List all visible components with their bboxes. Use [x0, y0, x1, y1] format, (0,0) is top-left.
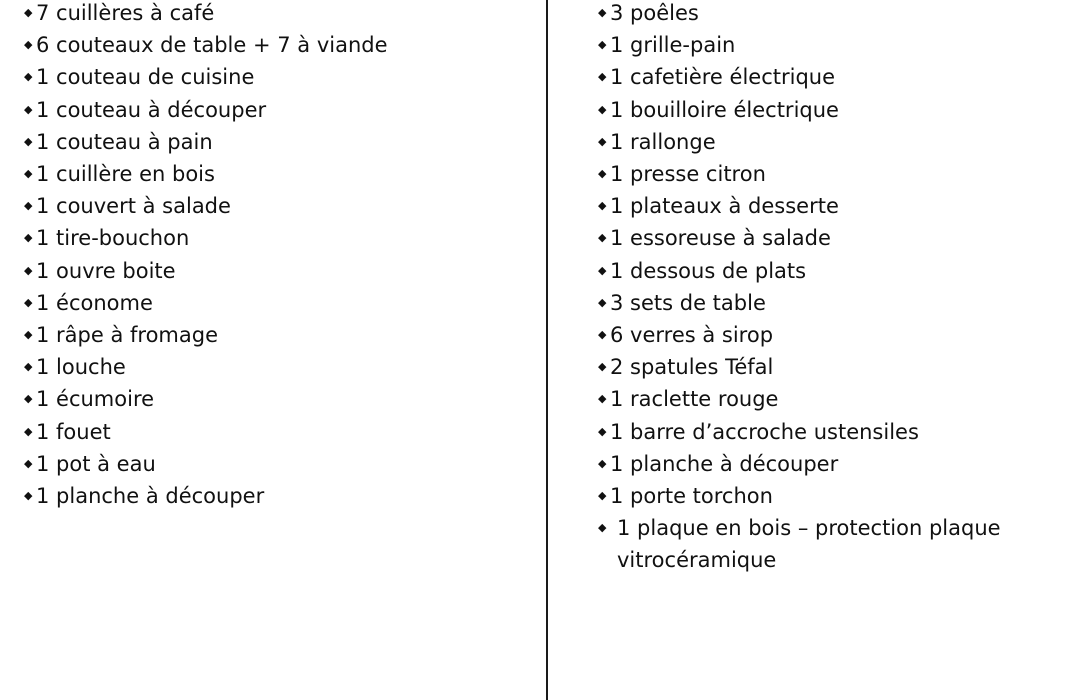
item-text: 2 spatules Téfal: [610, 355, 774, 380]
list-item: [598, 61, 1058, 93]
item-text: 1 couteau à pain: [36, 129, 213, 154]
list-item: [598, 512, 1018, 576]
item-text: 1 bouilloire électrique: [610, 97, 839, 122]
item-text: 1 grille-pain: [610, 33, 736, 58]
item-text: 3 poêles: [610, 1, 699, 25]
item-text: 1 plateaux à desserte: [610, 194, 839, 219]
list-item: [598, 94, 1058, 126]
list-item: [598, 158, 1058, 190]
list-item: [24, 190, 524, 222]
bullet-icon: ◆: [598, 70, 607, 84]
list-item: [24, 61, 524, 93]
bullet-icon: ◆: [24, 231, 33, 245]
bullet-icon: ◆: [598, 392, 607, 406]
bullet-icon: ◆: [24, 70, 33, 84]
bullet-icon: ◆: [24, 199, 33, 213]
list-item: [598, 255, 1058, 287]
item-text: 1 planche à découper: [610, 451, 839, 476]
bullet-icon: ◆: [598, 360, 607, 374]
list-item: [24, 126, 524, 158]
bullet-icon: ◆: [598, 231, 607, 245]
item-text: 1 écumoire: [36, 387, 155, 412]
item-text: 1 fouet: [36, 419, 111, 444]
item-text: 1 planche à découper: [36, 484, 265, 509]
item-text: 1 cuillère en bois: [36, 162, 215, 187]
list-item: [598, 383, 1058, 415]
list-item: [598, 448, 1058, 480]
bullet-icon: ◆: [24, 424, 33, 438]
bullet-icon: ◆: [598, 134, 607, 148]
item-text: 1 couvert à salade: [36, 194, 231, 219]
list-item: [598, 29, 1058, 61]
item-text: 1 porte torchon: [610, 484, 773, 509]
item-text: 6 couteaux de table + 7 à viande: [36, 33, 388, 58]
item-text: 1 râpe à fromage: [36, 323, 218, 348]
bullet-icon: ◆: [598, 489, 607, 503]
right-inventory-list: [598, 0, 1058, 577]
list-item: [598, 222, 1058, 254]
bullet-icon: ◆: [24, 360, 33, 374]
item-text: 1 barre d’accroche ustensiles: [610, 419, 919, 444]
list-item: [598, 351, 1058, 383]
item-text: 1 cafetière électrique: [610, 65, 836, 90]
list-item: [598, 319, 1058, 351]
bullet-icon: ◆: [24, 328, 33, 342]
list-item: [598, 0, 1058, 29]
item-text: 1 presse citron: [610, 162, 766, 187]
bullet-icon: ◆: [598, 424, 607, 438]
bullet-icon: ◆: [598, 6, 607, 19]
bullet-icon: ◆: [598, 295, 607, 309]
list-item: [598, 190, 1058, 222]
bullet-icon: ◆: [598, 456, 607, 470]
bullet-icon: ◆: [598, 167, 607, 181]
column-divider: [546, 0, 548, 700]
bullet-icon: ◆: [598, 102, 607, 116]
list-item: [24, 319, 524, 351]
bullet-icon: ◆: [24, 167, 33, 181]
bullet-icon: ◆: [24, 102, 33, 116]
list-item: [24, 158, 524, 190]
bullet-icon: ◆: [24, 456, 33, 470]
item-text: 7 cuillères à café: [36, 1, 215, 25]
list-item: [598, 287, 1058, 319]
list-item: [24, 383, 524, 415]
item-text: 1 couteau à découper: [36, 97, 267, 122]
item-text: 1 essoreuse à salade: [610, 226, 831, 251]
item-text: 1 tire-bouchon: [36, 226, 190, 251]
bullet-icon: ◆: [598, 521, 607, 535]
bullet-icon: ◆: [24, 6, 33, 19]
list-item: [24, 29, 524, 61]
list-item: [598, 126, 1058, 158]
bullet-icon: ◆: [24, 392, 33, 406]
bullet-icon: ◆: [24, 134, 33, 148]
list-item: [24, 255, 524, 287]
item-text: 1 couteau de cuisine: [36, 65, 255, 90]
bullet-icon: ◆: [24, 38, 33, 52]
bullet-icon: ◆: [598, 263, 607, 277]
item-text: 1 raclette rouge: [610, 387, 779, 412]
list-item: [24, 480, 524, 512]
item-text: 6 verres à sirop: [610, 323, 774, 348]
list-item: [24, 0, 524, 29]
item-text: 1 ouvre boite: [36, 258, 176, 283]
bullet-icon: ◆: [24, 295, 33, 309]
list-item: [24, 448, 524, 480]
list-item: [24, 94, 524, 126]
item-text: 1 économe: [36, 290, 153, 315]
bullet-icon: ◆: [24, 263, 33, 277]
item-text: 1 plaque en bois – protection plaque vitrocéramique: [617, 516, 1001, 573]
item-text: 1 rallonge: [610, 129, 716, 154]
item-text: 1 dessous de plats: [610, 258, 807, 283]
item-text: 1 louche: [36, 355, 126, 380]
list-item: [24, 222, 524, 254]
list-item: [598, 480, 1058, 512]
bullet-icon: ◆: [598, 328, 607, 342]
list-item: [24, 416, 524, 448]
list-item: [24, 351, 524, 383]
bullet-icon: ◆: [598, 38, 607, 52]
bullet-icon: ◆: [598, 199, 607, 213]
bullet-icon: ◆: [24, 489, 33, 503]
item-text: 3 sets de table: [610, 290, 766, 315]
left-inventory-list: [24, 0, 524, 512]
list-item: [598, 416, 1058, 448]
item-text: 1 pot à eau: [36, 451, 156, 476]
list-item: [24, 287, 524, 319]
